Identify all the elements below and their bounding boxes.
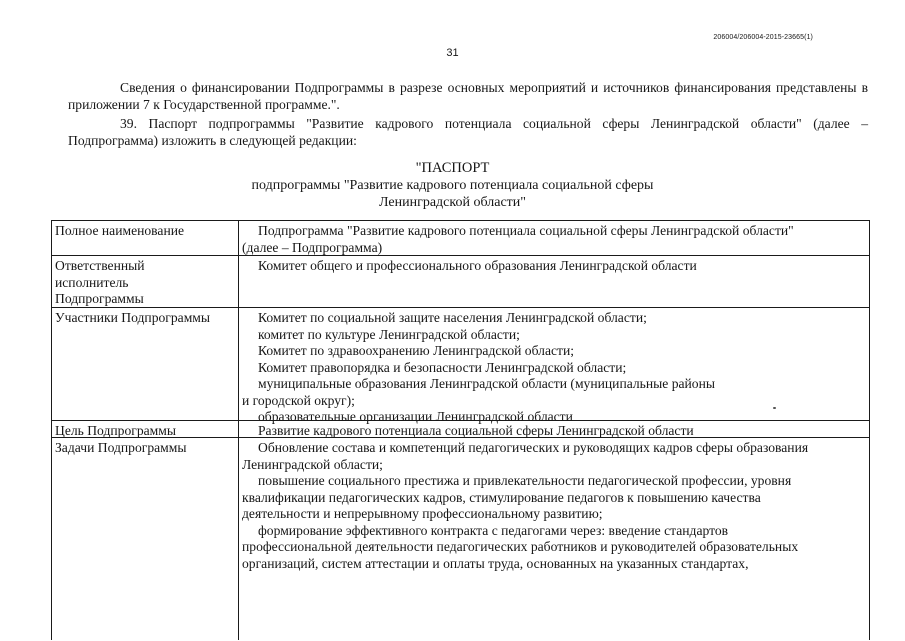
passport-subtitle-line-2: Ленинградской области" — [379, 195, 526, 210]
row-label — [55, 258, 235, 308]
value-line: комитет по культуре Ленинградской области; — [258, 326, 520, 342]
passport-subtitle-line-1: подпрограммы "Развитие кадрового потенциала социальной сферы — [251, 178, 654, 193]
value-line: (далее – Подпрограмма) — [242, 239, 383, 255]
value-line: Развитие кадрового потенциала социальной сферы Ленинградской области — [258, 423, 694, 438]
row-value — [242, 440, 866, 572]
value-line: профессиональной деятельности педагогических работников и руководителей образовательных — [242, 539, 799, 554]
row-label — [55, 440, 235, 457]
table-row-responsible — [52, 256, 869, 308]
scan-speck — [773, 407, 776, 409]
row-value — [242, 223, 866, 256]
value-line: образовательные организации Ленинградской области — [258, 409, 573, 424]
value-line: Комитет общего и профессионального образования Ленинградской области — [258, 258, 697, 273]
table-row-goal — [52, 421, 869, 438]
passport-table — [51, 220, 870, 640]
amendment-paragraph: 39. Паспорт подпрограммы "Развитие кадрового потенциала социальной сферы Ленинградской области" (далее – Подпрограмма) изложить в следующей редакции: — [68, 116, 868, 148]
value-line: Комитет по социальной защите населения Ленинградской области; — [258, 310, 647, 325]
value-line: Обновление состава и компетенций педагогических и руководящих кадров сферы образования — [258, 440, 809, 455]
table-row-participants — [52, 308, 869, 424]
value-line: организаций, систем аттестации и оплаты труда, основанных на указанных стандартах, — [242, 555, 749, 571]
label-line: Участники Подпрограммы — [55, 310, 211, 325]
label-line: исполнитель — [55, 274, 129, 290]
value-line: и городской округ); — [242, 392, 355, 408]
value-line: Комитет правопорядка и безопасности Ленинградской области; — [258, 359, 627, 375]
label-line: Подпрограммы — [55, 291, 144, 306]
table-row-full-name — [52, 221, 869, 256]
table-row-tasks — [52, 438, 869, 641]
page-number: 31 — [446, 47, 459, 59]
value-line: формирование эффективного контракта с педагогами через: введение стандартов — [258, 522, 729, 538]
row-value — [242, 258, 866, 275]
label-line: Полное наименование — [55, 223, 185, 238]
label-line: Цель Подпрограммы — [55, 423, 176, 438]
row-label — [55, 223, 235, 240]
label-line: Задачи Подпрограммы — [55, 440, 187, 455]
value-line: деятельности и непрерывному профессиональному развитию; — [242, 506, 603, 521]
passport-title: "ПАСПОРТ — [415, 160, 490, 176]
label-line: Ответственный — [55, 258, 145, 273]
value-line: Подпрограмма "Развитие кадрового потенциала социальной сферы Ленинградской области" — [258, 223, 794, 238]
row-label — [55, 310, 235, 327]
document-id: 206004/206004-2015-23665(1) — [713, 34, 813, 41]
value-line: повышение социального престижа и привлекательности педагогической профессии, уровня — [258, 473, 792, 488]
value-line: квалификации педагогических кадров, стимулирование педагогов к повышению качества — [242, 489, 761, 505]
financing-paragraph: Сведения о финансировании Подпрограммы в разрезе основных мероприятий и источников финансирования представлены в приложении 7 к Государственной программе.". — [68, 80, 868, 112]
value-line: Комитет по здравоохранению Ленинградской области; — [258, 343, 575, 358]
value-line: Ленинградской области; — [242, 456, 383, 472]
value-line: муниципальные образования Ленинградской области (муниципальные районы — [258, 376, 716, 391]
